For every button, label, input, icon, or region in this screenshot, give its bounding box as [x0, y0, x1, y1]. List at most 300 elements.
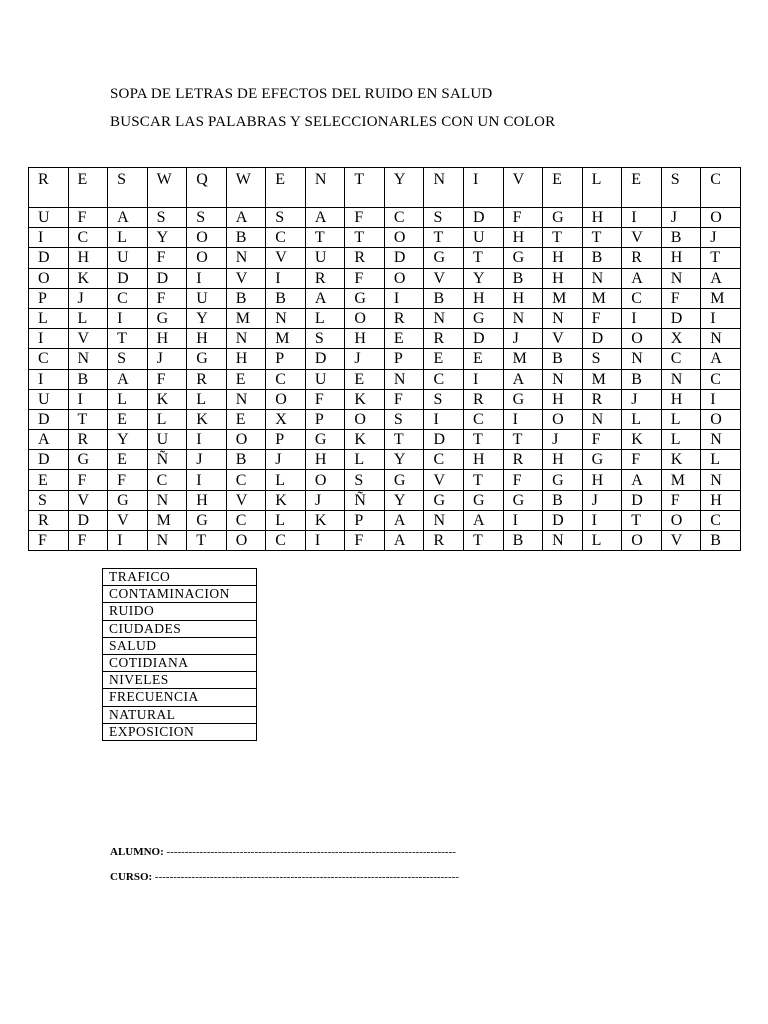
grid-cell[interactable]: H [464, 450, 504, 470]
grid-cell[interactable]: E [266, 168, 306, 208]
grid-cell[interactable]: B [622, 369, 662, 389]
grid-cell[interactable]: V [503, 168, 543, 208]
grid-cell[interactable]: B [226, 450, 266, 470]
grid-cell[interactable]: M [147, 510, 187, 530]
grid-cell[interactable]: E [424, 349, 464, 369]
grid-cell[interactable]: A [622, 268, 662, 288]
grid-cell[interactable]: F [503, 470, 543, 490]
grid-cell[interactable]: E [68, 168, 108, 208]
grid-cell[interactable]: O [226, 531, 266, 551]
grid-cell[interactable]: L [108, 228, 148, 248]
grid-cell[interactable]: U [29, 389, 69, 409]
grid-cell[interactable]: R [345, 248, 385, 268]
grid-cell[interactable]: L [147, 409, 187, 429]
grid-cell[interactable]: E [108, 409, 148, 429]
grid-cell[interactable]: R [29, 510, 69, 530]
grid-cell[interactable]: Q [187, 168, 227, 208]
grid-cell[interactable]: P [305, 409, 345, 429]
grid-cell[interactable]: H [68, 248, 108, 268]
grid-cell[interactable]: S [108, 349, 148, 369]
grid-cell[interactable]: S [147, 208, 187, 228]
grid-cell[interactable]: N [701, 430, 741, 450]
grid-cell[interactable]: I [622, 308, 662, 328]
grid-cell[interactable]: J [582, 490, 622, 510]
grid-cell[interactable]: L [266, 470, 306, 490]
grid-cell[interactable]: A [701, 349, 741, 369]
grid-cell[interactable]: H [187, 329, 227, 349]
grid-cell[interactable]: V [543, 329, 583, 349]
grid-cell[interactable]: S [108, 168, 148, 208]
grid-cell[interactable]: S [661, 168, 701, 208]
grid-cell[interactable]: V [424, 470, 464, 490]
grid-cell[interactable]: J [68, 288, 108, 308]
grid-cell[interactable]: G [345, 288, 385, 308]
grid-cell[interactable]: I [29, 228, 69, 248]
grid-cell[interactable]: Ñ [345, 490, 385, 510]
grid-cell[interactable]: G [424, 248, 464, 268]
grid-cell[interactable]: J [305, 490, 345, 510]
grid-cell[interactable]: B [582, 248, 622, 268]
grid-cell[interactable]: D [108, 268, 148, 288]
grid-cell[interactable]: V [226, 490, 266, 510]
grid-cell[interactable]: F [582, 308, 622, 328]
grid-cell[interactable]: F [582, 430, 622, 450]
grid-cell[interactable]: U [305, 248, 345, 268]
grid-cell[interactable]: N [226, 329, 266, 349]
grid-cell[interactable]: S [345, 470, 385, 490]
grid-cell[interactable]: H [543, 389, 583, 409]
grid-cell[interactable]: O [622, 329, 662, 349]
grid-cell[interactable]: R [68, 430, 108, 450]
grid-cell[interactable]: X [661, 329, 701, 349]
grid-cell[interactable]: J [187, 450, 227, 470]
grid-cell[interactable]: S [424, 389, 464, 409]
grid-cell[interactable]: T [582, 228, 622, 248]
grid-cell[interactable]: G [582, 450, 622, 470]
grid-cell[interactable]: R [305, 268, 345, 288]
grid-cell[interactable]: C [661, 349, 701, 369]
grid-cell[interactable]: B [701, 531, 741, 551]
grid-cell[interactable]: F [345, 531, 385, 551]
grid-cell[interactable]: A [305, 208, 345, 228]
grid-cell[interactable]: O [345, 409, 385, 429]
grid-cell[interactable]: D [622, 490, 662, 510]
alumno-line[interactable]: ------------------------------------------------------------------------------- [166, 846, 456, 858]
grid-cell[interactable]: Y [147, 228, 187, 248]
grid-cell[interactable]: I [701, 389, 741, 409]
grid-cell[interactable]: I [108, 308, 148, 328]
grid-cell[interactable]: E [464, 349, 504, 369]
grid-cell[interactable]: N [701, 329, 741, 349]
grid-cell[interactable]: T [108, 329, 148, 349]
grid-cell[interactable]: H [226, 349, 266, 369]
grid-cell[interactable]: T [464, 470, 504, 490]
grid-cell[interactable]: D [661, 308, 701, 328]
grid-cell[interactable]: C [266, 228, 306, 248]
grid-cell[interactable]: T [701, 248, 741, 268]
grid-cell[interactable]: N [384, 369, 424, 389]
grid-cell[interactable]: Y [108, 430, 148, 450]
grid-cell[interactable]: H [582, 208, 622, 228]
grid-cell[interactable]: N [543, 531, 583, 551]
grid-cell[interactable]: K [266, 490, 306, 510]
grid-cell[interactable]: F [345, 268, 385, 288]
grid-cell[interactable]: C [701, 168, 741, 208]
grid-cell[interactable]: I [424, 409, 464, 429]
grid-cell[interactable]: M [582, 369, 622, 389]
grid-cell[interactable]: A [226, 208, 266, 228]
grid-cell[interactable]: J [622, 389, 662, 409]
grid-cell[interactable]: R [384, 308, 424, 328]
grid-cell[interactable]: F [503, 208, 543, 228]
grid-cell[interactable]: I [108, 531, 148, 551]
grid-cell[interactable]: D [305, 349, 345, 369]
grid-cell[interactable]: E [345, 369, 385, 389]
grid-cell[interactable]: N [503, 308, 543, 328]
grid-cell[interactable]: F [384, 389, 424, 409]
curso-line[interactable]: ----------------------------------------------------------------------------------- [154, 871, 459, 883]
grid-cell[interactable]: F [68, 470, 108, 490]
grid-cell[interactable]: C [266, 369, 306, 389]
grid-cell[interactable]: T [305, 228, 345, 248]
grid-cell[interactable]: U [305, 369, 345, 389]
grid-cell[interactable]: V [661, 531, 701, 551]
grid-cell[interactable]: R [424, 329, 464, 349]
grid-cell[interactable]: B [503, 268, 543, 288]
grid-cell[interactable]: T [187, 531, 227, 551]
grid-cell[interactable]: B [543, 490, 583, 510]
grid-cell[interactable]: I [305, 531, 345, 551]
grid-cell[interactable]: T [345, 228, 385, 248]
grid-cell[interactable]: L [108, 389, 148, 409]
grid-cell[interactable]: D [464, 208, 504, 228]
grid-cell[interactable]: S [266, 208, 306, 228]
grid-cell[interactable]: G [503, 389, 543, 409]
grid-cell[interactable]: W [226, 168, 266, 208]
grid-cell[interactable]: T [543, 228, 583, 248]
grid-cell[interactable]: F [661, 490, 701, 510]
grid-cell[interactable]: J [266, 450, 306, 470]
grid-cell[interactable]: F [345, 208, 385, 228]
grid-cell[interactable]: C [68, 228, 108, 248]
grid-cell[interactable]: N [543, 308, 583, 328]
grid-cell[interactable]: Y [464, 268, 504, 288]
grid-cell[interactable]: L [29, 308, 69, 328]
grid-cell[interactable]: G [543, 470, 583, 490]
grid-cell[interactable]: A [384, 531, 424, 551]
grid-cell[interactable]: F [147, 248, 187, 268]
grid-cell[interactable]: D [147, 268, 187, 288]
grid-cell[interactable]: N [305, 168, 345, 208]
grid-cell[interactable]: D [384, 248, 424, 268]
grid-cell[interactable]: I [187, 470, 227, 490]
grid-cell[interactable]: E [226, 369, 266, 389]
grid-cell[interactable]: N [543, 369, 583, 389]
grid-cell[interactable]: N [661, 268, 701, 288]
grid-cell[interactable]: G [503, 490, 543, 510]
grid-cell[interactable]: S [384, 409, 424, 429]
grid-cell[interactable]: N [424, 168, 464, 208]
grid-cell[interactable]: U [187, 288, 227, 308]
grid-cell[interactable]: T [464, 248, 504, 268]
grid-cell[interactable]: N [424, 308, 464, 328]
grid-cell[interactable]: P [29, 288, 69, 308]
grid-cell[interactable]: K [147, 389, 187, 409]
grid-cell[interactable]: L [661, 409, 701, 429]
grid-cell[interactable]: R [29, 168, 69, 208]
grid-cell[interactable]: C [701, 369, 741, 389]
grid-cell[interactable]: M [543, 288, 583, 308]
grid-cell[interactable]: G [503, 248, 543, 268]
grid-cell[interactable]: N [266, 308, 306, 328]
grid-cell[interactable]: I [464, 369, 504, 389]
grid-cell[interactable]: H [543, 450, 583, 470]
grid-cell[interactable]: B [226, 288, 266, 308]
grid-cell[interactable]: O [622, 531, 662, 551]
grid-cell[interactable]: N [147, 531, 187, 551]
grid-cell[interactable]: H [464, 288, 504, 308]
grid-cell[interactable]: I [29, 329, 69, 349]
grid-cell[interactable]: A [503, 369, 543, 389]
grid-cell[interactable]: O [701, 208, 741, 228]
grid-cell[interactable]: F [108, 470, 148, 490]
grid-cell[interactable]: C [108, 288, 148, 308]
grid-cell[interactable]: B [424, 288, 464, 308]
grid-cell[interactable]: Ñ [147, 450, 187, 470]
grid-cell[interactable]: O [187, 248, 227, 268]
grid-cell[interactable]: I [187, 268, 227, 288]
grid-cell[interactable]: R [424, 531, 464, 551]
grid-cell[interactable]: A [305, 288, 345, 308]
grid-cell[interactable]: F [305, 389, 345, 409]
grid-cell[interactable]: B [226, 228, 266, 248]
grid-cell[interactable]: K [345, 430, 385, 450]
grid-cell[interactable]: G [464, 490, 504, 510]
grid-cell[interactable]: T [68, 409, 108, 429]
grid-cell[interactable]: P [266, 349, 306, 369]
grid-cell[interactable]: L [622, 409, 662, 429]
grid-cell[interactable]: N [424, 510, 464, 530]
grid-cell[interactable]: L [68, 308, 108, 328]
grid-cell[interactable]: I [622, 208, 662, 228]
grid-cell[interactable]: G [187, 510, 227, 530]
grid-cell[interactable]: L [582, 168, 622, 208]
grid-cell[interactable]: B [266, 288, 306, 308]
grid-cell[interactable]: S [582, 349, 622, 369]
grid-cell[interactable]: G [543, 208, 583, 228]
grid-cell[interactable]: M [582, 288, 622, 308]
grid-cell[interactable]: A [701, 268, 741, 288]
grid-cell[interactable]: H [503, 288, 543, 308]
grid-cell[interactable]: J [543, 430, 583, 450]
grid-cell[interactable]: O [701, 409, 741, 429]
grid-cell[interactable]: C [29, 349, 69, 369]
grid-cell[interactable]: T [345, 168, 385, 208]
grid-cell[interactable]: T [424, 228, 464, 248]
grid-cell[interactable]: I [384, 288, 424, 308]
grid-cell[interactable]: E [226, 409, 266, 429]
grid-cell[interactable]: N [226, 248, 266, 268]
grid-cell[interactable]: C [147, 470, 187, 490]
grid-cell[interactable]: G [464, 308, 504, 328]
grid-cell[interactable]: S [29, 490, 69, 510]
grid-cell[interactable]: A [622, 470, 662, 490]
grid-cell[interactable]: P [266, 430, 306, 450]
grid-cell[interactable]: N [622, 349, 662, 369]
grid-cell[interactable]: V [68, 490, 108, 510]
grid-cell[interactable]: T [464, 430, 504, 450]
grid-cell[interactable]: I [29, 369, 69, 389]
grid-cell[interactable]: J [661, 208, 701, 228]
grid-cell[interactable]: L [187, 389, 227, 409]
grid-cell[interactable]: D [29, 409, 69, 429]
grid-cell[interactable]: E [29, 470, 69, 490]
grid-cell[interactable]: O [543, 409, 583, 429]
grid-cell[interactable]: D [582, 329, 622, 349]
grid-cell[interactable]: B [543, 349, 583, 369]
grid-cell[interactable]: H [701, 490, 741, 510]
grid-cell[interactable]: I [503, 409, 543, 429]
grid-cell[interactable]: F [68, 531, 108, 551]
grid-cell[interactable]: Y [384, 450, 424, 470]
grid-cell[interactable]: A [384, 510, 424, 530]
grid-cell[interactable]: H [582, 470, 622, 490]
grid-cell[interactable]: H [661, 389, 701, 409]
grid-cell[interactable]: O [266, 389, 306, 409]
grid-cell[interactable]: O [187, 228, 227, 248]
grid-cell[interactable]: U [108, 248, 148, 268]
grid-cell[interactable]: I [464, 168, 504, 208]
grid-cell[interactable]: V [108, 510, 148, 530]
grid-cell[interactable]: L [661, 430, 701, 450]
grid-cell[interactable]: N [226, 389, 266, 409]
grid-cell[interactable]: H [187, 490, 227, 510]
grid-cell[interactable]: M [503, 349, 543, 369]
grid-cell[interactable]: A [29, 430, 69, 450]
grid-cell[interactable]: F [622, 450, 662, 470]
grid-cell[interactable]: A [464, 510, 504, 530]
grid-cell[interactable]: K [622, 430, 662, 450]
grid-cell[interactable]: M [701, 288, 741, 308]
grid-cell[interactable]: Y [187, 308, 227, 328]
grid-cell[interactable]: C [464, 409, 504, 429]
grid-cell[interactable]: M [226, 308, 266, 328]
grid-cell[interactable]: F [147, 369, 187, 389]
grid-cell[interactable]: M [266, 329, 306, 349]
grid-cell[interactable]: P [345, 510, 385, 530]
grid-cell[interactable]: O [661, 510, 701, 530]
grid-cell[interactable]: C [424, 450, 464, 470]
grid-cell[interactable]: K [68, 268, 108, 288]
grid-cell[interactable]: V [68, 329, 108, 349]
grid-cell[interactable]: N [701, 470, 741, 490]
grid-cell[interactable]: V [424, 268, 464, 288]
grid-cell[interactable]: C [266, 531, 306, 551]
grid-cell[interactable]: S [305, 329, 345, 349]
grid-cell[interactable]: U [147, 430, 187, 450]
grid-cell[interactable]: D [68, 510, 108, 530]
grid-cell[interactable]: E [384, 329, 424, 349]
grid-cell[interactable]: G [147, 308, 187, 328]
grid-cell[interactable]: D [464, 329, 504, 349]
grid-cell[interactable]: I [582, 510, 622, 530]
grid-cell[interactable]: M [661, 470, 701, 490]
grid-cell[interactable]: F [147, 288, 187, 308]
grid-cell[interactable]: H [543, 248, 583, 268]
grid-cell[interactable]: F [29, 531, 69, 551]
grid-cell[interactable]: L [345, 450, 385, 470]
grid-cell[interactable]: O [29, 268, 69, 288]
grid-cell[interactable]: T [503, 430, 543, 450]
grid-cell[interactable]: E [108, 450, 148, 470]
grid-cell[interactable]: J [503, 329, 543, 349]
grid-cell[interactable]: D [543, 510, 583, 530]
grid-cell[interactable]: J [345, 349, 385, 369]
grid-cell[interactable]: N [68, 349, 108, 369]
grid-cell[interactable]: R [464, 389, 504, 409]
grid-cell[interactable]: H [543, 268, 583, 288]
grid-cell[interactable]: L [266, 510, 306, 530]
grid-cell[interactable]: T [384, 430, 424, 450]
grid-cell[interactable]: L [305, 308, 345, 328]
grid-cell[interactable]: U [464, 228, 504, 248]
grid-cell[interactable]: I [701, 308, 741, 328]
grid-cell[interactable]: G [68, 450, 108, 470]
grid-cell[interactable]: K [661, 450, 701, 470]
grid-cell[interactable]: K [305, 510, 345, 530]
grid-cell[interactable]: D [29, 248, 69, 268]
grid-cell[interactable]: R [187, 369, 227, 389]
grid-cell[interactable]: B [503, 531, 543, 551]
grid-cell[interactable]: H [147, 329, 187, 349]
grid-cell[interactable]: G [108, 490, 148, 510]
grid-cell[interactable]: N [582, 409, 622, 429]
grid-cell[interactable]: R [503, 450, 543, 470]
grid-cell[interactable]: O [384, 268, 424, 288]
grid-cell[interactable]: E [543, 168, 583, 208]
grid-cell[interactable]: E [622, 168, 662, 208]
grid-cell[interactable]: J [701, 228, 741, 248]
grid-cell[interactable]: C [226, 470, 266, 490]
grid-cell[interactable]: N [582, 268, 622, 288]
grid-cell[interactable]: G [384, 470, 424, 490]
grid-cell[interactable]: H [305, 450, 345, 470]
grid-cell[interactable]: H [503, 228, 543, 248]
grid-cell[interactable]: U [29, 208, 69, 228]
grid-cell[interactable]: A [108, 208, 148, 228]
grid-cell[interactable]: J [147, 349, 187, 369]
grid-cell[interactable]: F [68, 208, 108, 228]
grid-cell[interactable]: H [661, 248, 701, 268]
grid-cell[interactable]: I [503, 510, 543, 530]
grid-cell[interactable]: O [384, 228, 424, 248]
grid-cell[interactable]: G [424, 490, 464, 510]
grid-cell[interactable]: C [701, 510, 741, 530]
grid-cell[interactable]: B [661, 228, 701, 248]
grid-cell[interactable]: D [424, 430, 464, 450]
grid-cell[interactable]: W [147, 168, 187, 208]
grid-cell[interactable]: V [226, 268, 266, 288]
grid-cell[interactable]: Y [384, 168, 424, 208]
grid-cell[interactable]: R [582, 389, 622, 409]
grid-cell[interactable]: F [661, 288, 701, 308]
grid-cell[interactable]: G [187, 349, 227, 369]
grid-cell[interactable]: L [701, 450, 741, 470]
grid-cell[interactable]: L [582, 531, 622, 551]
grid-cell[interactable]: T [464, 531, 504, 551]
grid-cell[interactable]: O [345, 308, 385, 328]
grid-cell[interactable]: H [345, 329, 385, 349]
